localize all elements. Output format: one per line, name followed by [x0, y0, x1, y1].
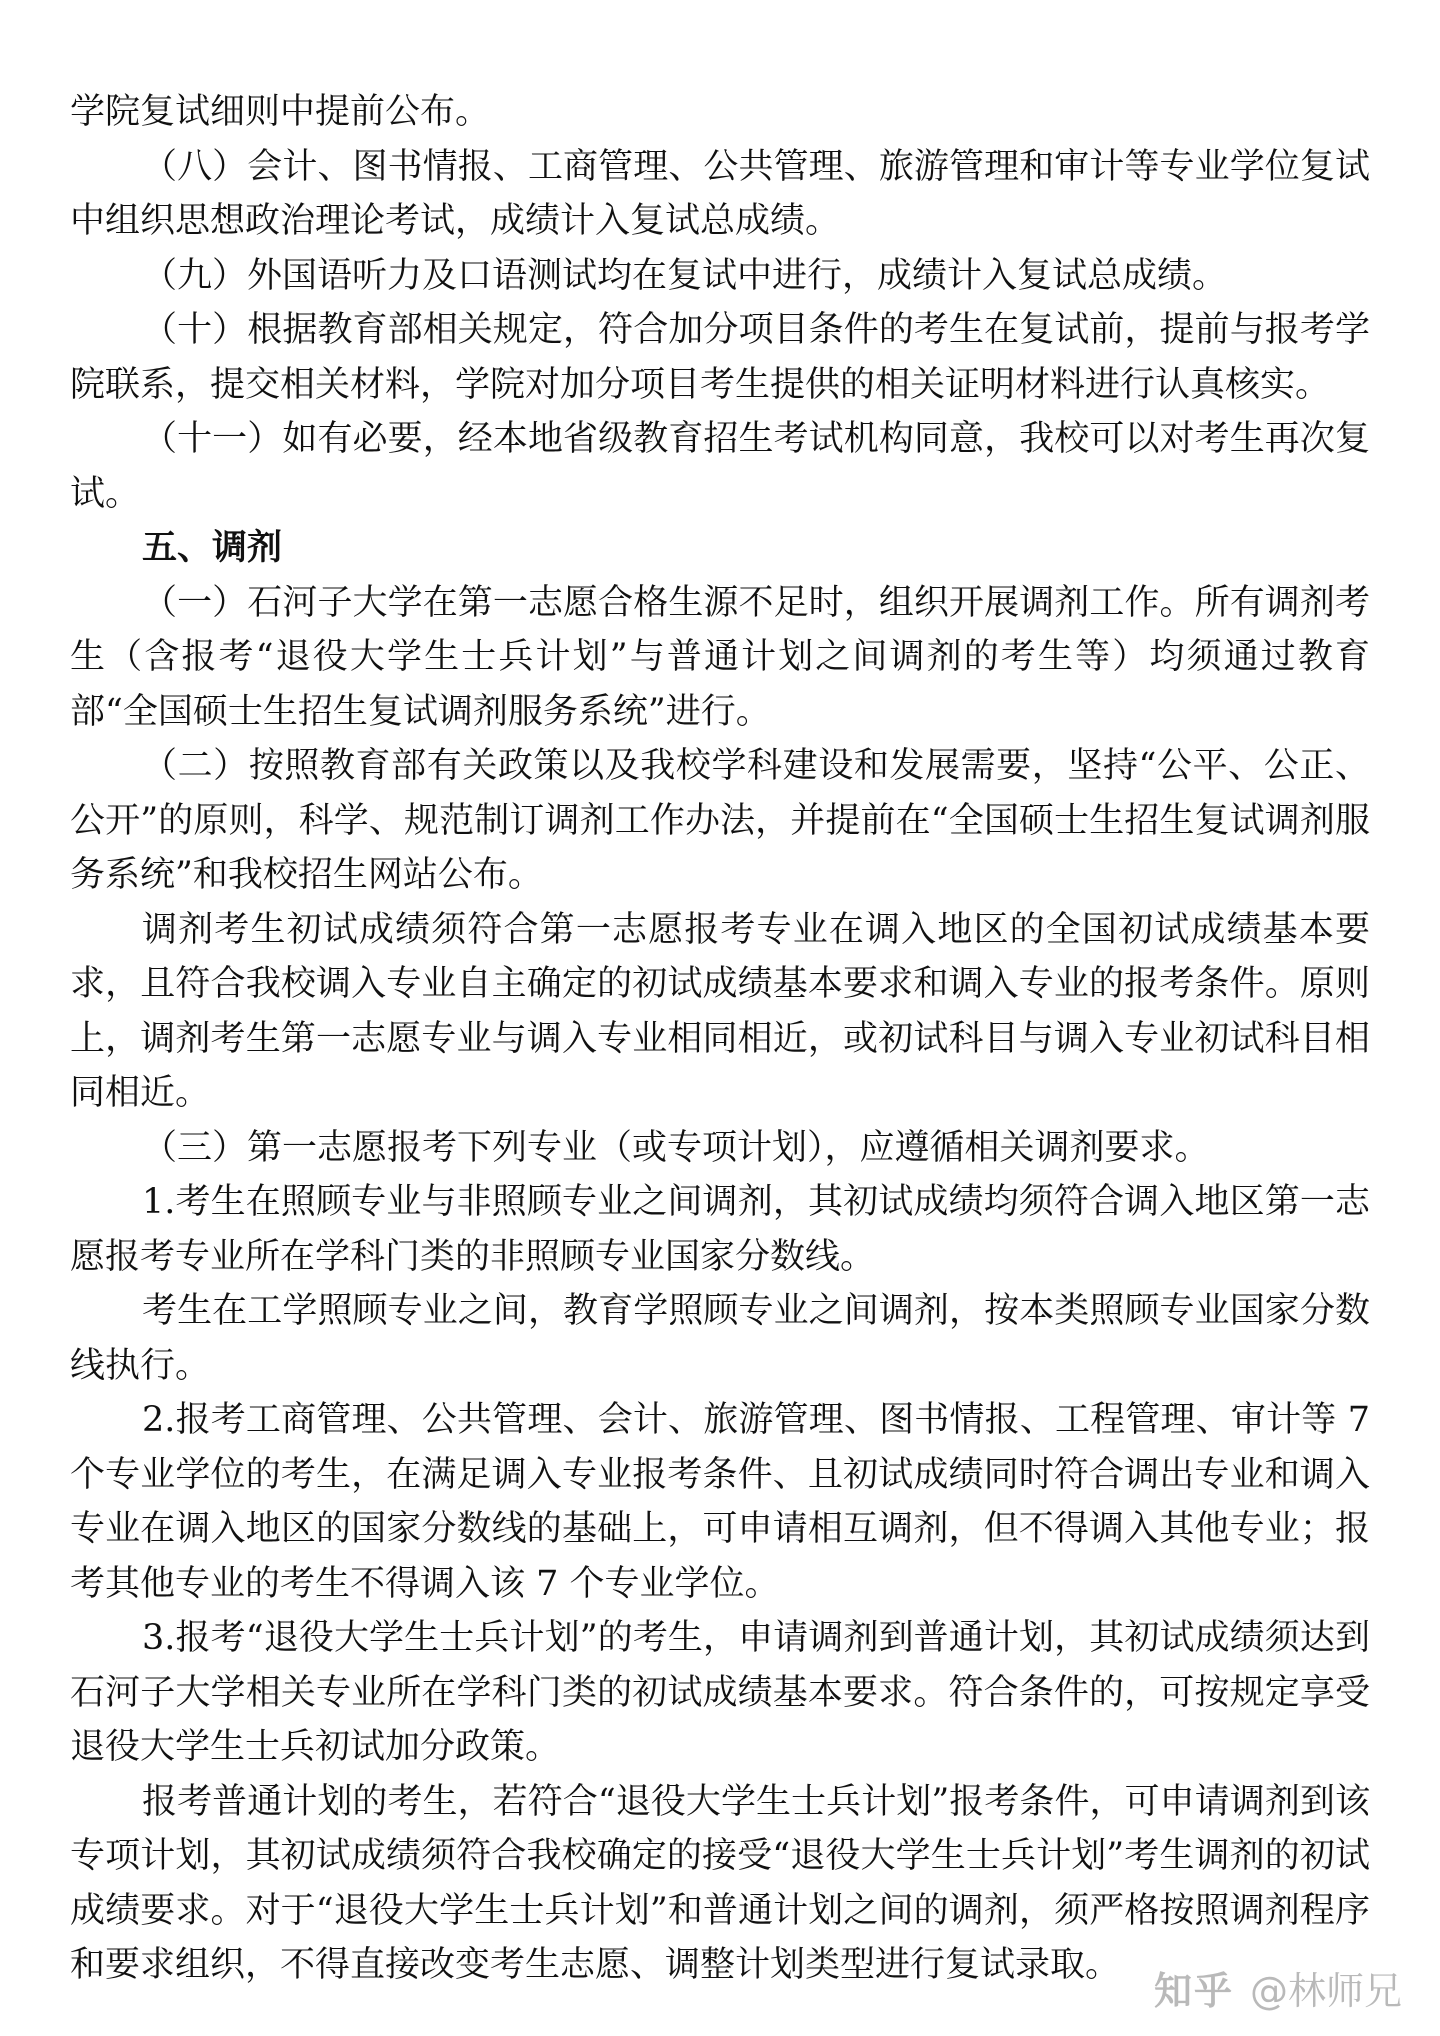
- paragraph-rule-1-note: 考生在工学照顾专业之间，教育学照顾专业之间调剂，按本类照顾专业国家分数线执行。: [70, 1291, 1370, 1386]
- paragraph-item-10: （十）根据教育部相关规定，符合加分项目条件的考生在复试前，提前与报考学院联系，提交相关材料，学院对加分项目考生提供的相关证明材料进行认真核实。: [70, 310, 1370, 405]
- paragraph-adjust-3: （三）第一志愿报考下列专业（或专项计划），应遵循相关调剂要求。: [142, 1127, 1210, 1168]
- paragraph-adjust-2: （二）按照教育部有关政策以及我校学科建设和发展需要，坚持“公平、公正、公开”的原则，科学、规范制订调剂工作办法，并提前在“全国硕士生招生复试调剂服务系统”和我校招生网站公布。: [70, 746, 1370, 895]
- paragraph-rule-2: 2.报考工商管理、公共管理、会计、旅游管理、图书情报、工程管理、审计等 7 个专业学位的考生，在满足调入专业报考条件、且初试成绩同时符合调出专业和调入专业在调入地区的国家分数线的基础上，可申请相互调剂，但不得调入其他专业；报考其他专业的考生不得调入该 7 个专业学位。: [70, 1400, 1370, 1604]
- section-heading-adjustment: 五、调剂: [142, 527, 283, 568]
- paragraph-rule-1: 1.考生在照顾专业与非照顾专业之间调剂，其初试成绩均须符合调入地区第一志愿报考专业所在学科门类的非照顾专业国家分数线。: [70, 1182, 1370, 1277]
- paragraph-item-9: （九）外国语听力及口语测试均在复试中进行，成绩计入复试总成绩。: [142, 255, 1228, 296]
- zhihu-watermark: [1154, 1960, 1402, 2015]
- paragraph-rule-3: 3.报考“退役大学生士兵计划”的考生，申请调剂到普通计划，其初试成绩须达到石河子大学相关专业所在学科门类的初试成绩基本要求。符合条件的，可按规定享受退役大学生士兵初试加分政策。: [70, 1618, 1370, 1767]
- paragraph-item-11: （十一）如有必要，经本地省级教育招生考试机构同意，我校可以对考生再次复试。: [70, 419, 1370, 514]
- paragraph-rule-3-note: 报考普通计划的考生，若符合“退役大学生士兵计划”报考条件，可申请调剂到该专项计划，其初试成绩须符合我校确定的接受“退役大学生士兵计划”考生调剂的初试成绩要求。对于“退役大学生士兵计划”和普通计划之间的调剂，须严格按照调剂程序和要求组织，不得直接改变考生志愿、调整计划类型进行复试录取。: [70, 1781, 1370, 1985]
- watermark-brand: 知乎: [1153, 1969, 1234, 2013]
- paragraph-item-8: （八）会计、图书情报、工商管理、公共管理、旅游管理和审计等专业学位复试中组织思想政治理论考试，成绩计入复试总成绩。: [70, 146, 1370, 241]
- document-body: [70, 85, 1370, 1993]
- paragraph-adjust-1: （一）石河子大学在第一志愿合格生源不足时，组织开展调剂工作。所有调剂考生（含报考“退役大学生士兵计划”与普通计划之间调剂的考生等）均须通过教育部“全国硕士生招生复试调剂服务系统”进行。: [70, 582, 1370, 732]
- paragraph-continuation: 学院复试细则中提前公布。: [70, 92, 491, 132]
- paragraph-adjust-requirements: 调剂考生初试成绩须符合第一志愿报考专业在调入地区的全国初试成绩基本要求，且符合我校调入专业自主确定的初试成绩基本要求和调入专业的报考条件。原则上，调剂考生第一志愿专业与调入专业相同相近，或初试科目与调入专业初试科目相同相近。: [70, 909, 1370, 1113]
- watermark-user: @林师兄: [1249, 1969, 1402, 2013]
